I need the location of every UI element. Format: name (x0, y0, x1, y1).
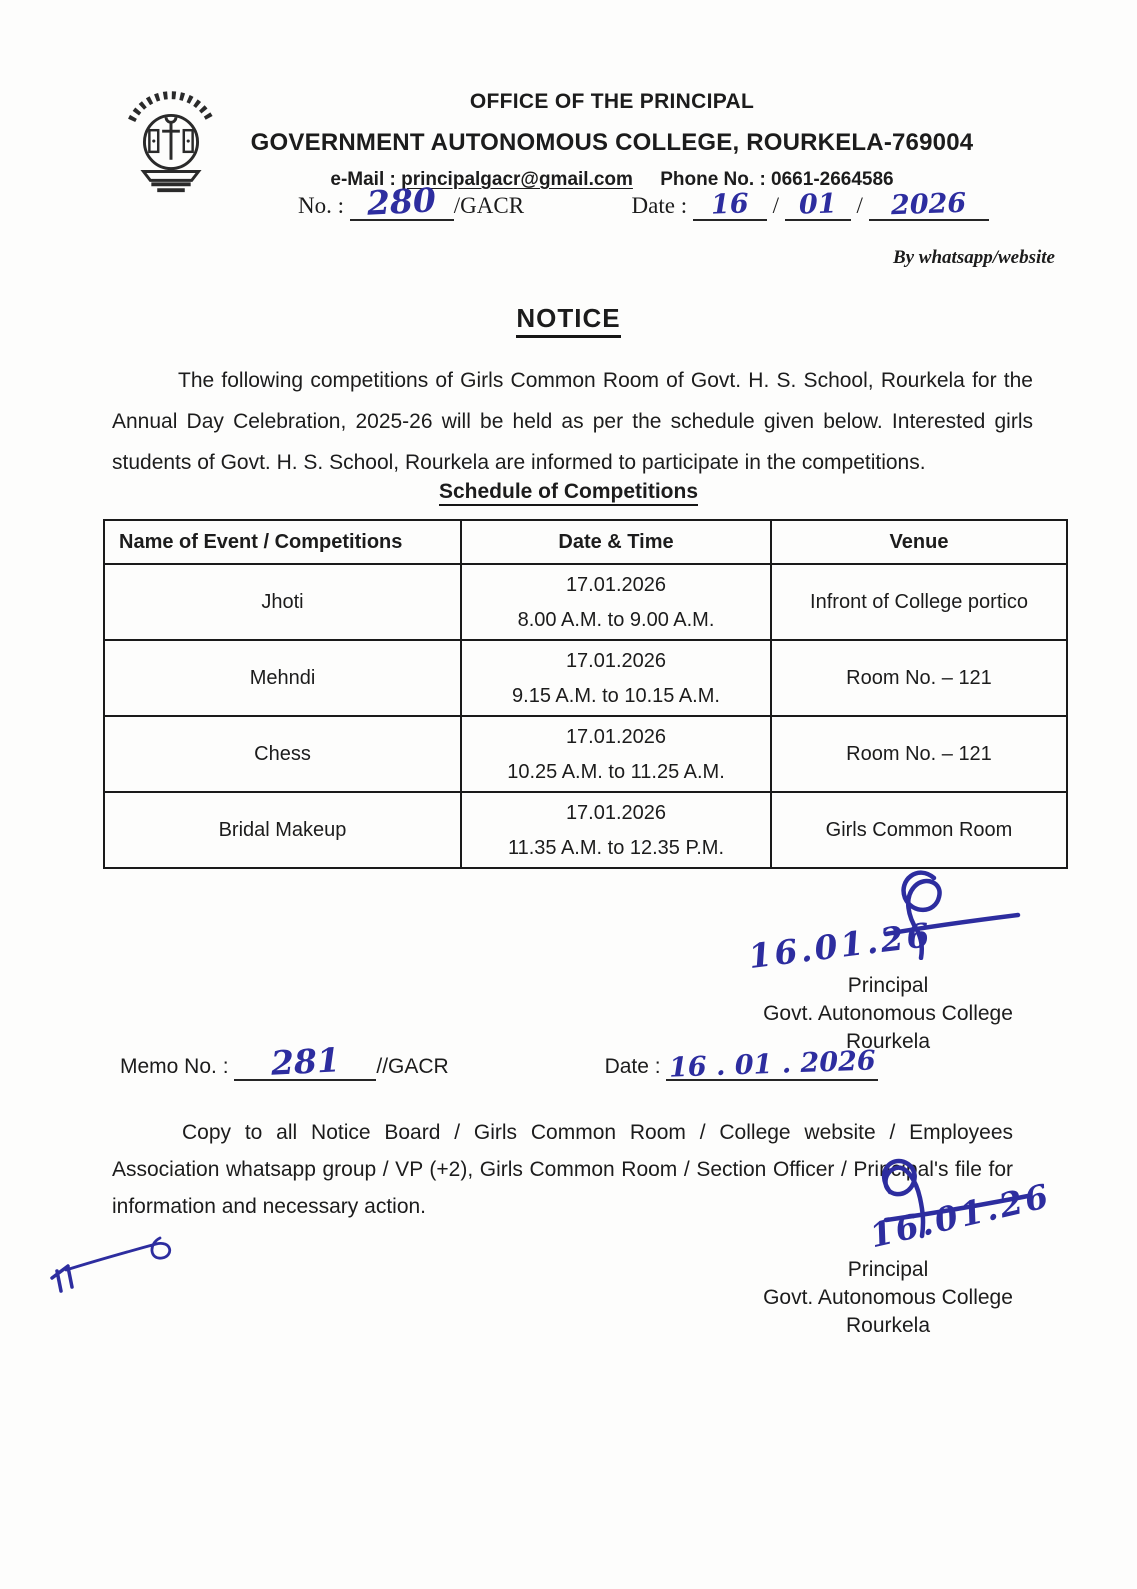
signatory-title: Principal (847, 974, 929, 997)
no-suffix: /GACR (453, 193, 525, 218)
signature-date-1: 16.01.26 (746, 914, 935, 977)
datetime-cell (461, 716, 771, 792)
event-time: 10.25 A.M. to 11.25 A.M. (507, 761, 725, 783)
memo-date-underline (666, 1045, 878, 1084)
event-date: 17.01.2026 (565, 802, 667, 824)
signatory-title: Principal (847, 1258, 929, 1281)
no-label: No. : (298, 193, 344, 218)
event-cell: Mehndi (104, 640, 461, 716)
signatory-org: Govt. Autonomous College (763, 1002, 1013, 1025)
memo-suffix: //GACR (376, 1055, 449, 1078)
handwritten-date-year: 2026 (890, 187, 967, 222)
signatory-org: Govt. Autonomous College (763, 1286, 1013, 1309)
no-underline (350, 180, 454, 223)
handwritten-date-month: 01 (798, 188, 838, 221)
notice-heading: NOTICE (516, 303, 620, 338)
venue-cell: Infront of College portico (771, 564, 1067, 640)
date-month-underline (785, 188, 851, 221)
handwritten-date-day: 16 (710, 188, 750, 221)
phone-number: Phone No. : 0661-2664586 (660, 169, 894, 190)
date-slash: / (856, 193, 863, 218)
handwritten-memo-number: 281 (269, 1040, 341, 1083)
table-row (104, 792, 1067, 868)
email-address: principalgacr@gmail.com (401, 169, 633, 190)
signatory-place: Rourkela (845, 1314, 931, 1337)
event-time: 11.35 A.M. to 12.35 P.M. (507, 837, 725, 859)
office-title: OFFICE OF THE PRINCIPAL (469, 90, 755, 113)
date-label: Date : (631, 193, 688, 218)
table-row (104, 564, 1067, 640)
event-date: 17.01.2026 (565, 650, 667, 672)
datetime-cell (461, 640, 771, 716)
contact-line (92, 169, 1132, 191)
datetime-cell (461, 792, 771, 868)
signatory-block-2 (755, 1256, 1021, 1340)
signature-date-2: 16.01.26 (865, 1175, 1055, 1256)
letterhead (92, 90, 1132, 191)
handwritten-memo-date: 16 . 01 . 2026 (668, 1045, 877, 1084)
column-header-event: Name of Event / Competitions (104, 520, 461, 564)
memo-number-line (120, 1040, 878, 1084)
college-name: GOVERNMENT AUTONOMOUS COLLEGE, ROURKELA-769004 (250, 129, 974, 156)
event-time: 9.15 A.M. to 10.15 A.M. (512, 685, 720, 707)
notice-heading-row (0, 303, 1137, 334)
email-label: e-Mail : (330, 169, 396, 190)
schedule-heading: Schedule of Competitions (439, 480, 698, 506)
venue-cell: Room No. – 121 (771, 716, 1067, 792)
signatory-block-1 (755, 972, 1021, 1056)
column-header-datetime: Date & Time (461, 520, 771, 564)
datetime-cell (461, 564, 771, 640)
memo-date-label: Date : (604, 1055, 661, 1078)
copy-to-paragraph: Copy to all Notice Board / Girls Common Room / College website / Employees Association whatsapp group / VP (+2), Girls Common Room / Section Officer / Principal's file for information and necessary action. (112, 1121, 1013, 1218)
notice-body-paragraph: The following competitions of Girls Common Room of Govt. H. S. School, Rourkela for the Annual Day Celebration, 2025-26 will be held as per the schedule given below. Interested girls students of Govt. H. S. School, Rourkela are informed to participate in the competitions. (112, 369, 1033, 474)
event-cell: Chess (104, 716, 461, 792)
memo-label: Memo No. : (120, 1055, 229, 1078)
event-date: 17.01.2026 (565, 726, 667, 748)
event-cell: Bridal Makeup (104, 792, 461, 868)
column-header-venue: Venue (771, 520, 1067, 564)
event-date: 17.01.2026 (565, 574, 667, 596)
delivery-mode-note: By whatsapp/website (892, 247, 1055, 268)
table-header-row (104, 520, 1067, 564)
table-row (104, 716, 1067, 792)
table-row (104, 640, 1067, 716)
reference-number-line (298, 180, 989, 223)
venue-cell: Girls Common Room (771, 792, 1067, 868)
date-year-underline (869, 187, 989, 222)
handwritten-ref-number: 280 (366, 180, 438, 223)
event-cell: Jhoti (104, 564, 461, 640)
schedule-table (103, 519, 1068, 869)
signatory-place: Rourkela (845, 1030, 931, 1053)
date-slash: / (772, 193, 779, 218)
ink-scribble-mark (38, 1218, 188, 1296)
venue-cell: Room No. – 121 (771, 640, 1067, 716)
schedule-heading-row (0, 480, 1137, 504)
event-time: 8.00 A.M. to 9.00 A.M. (517, 609, 715, 631)
memo-underline (234, 1040, 376, 1083)
date-day-underline (693, 188, 767, 221)
